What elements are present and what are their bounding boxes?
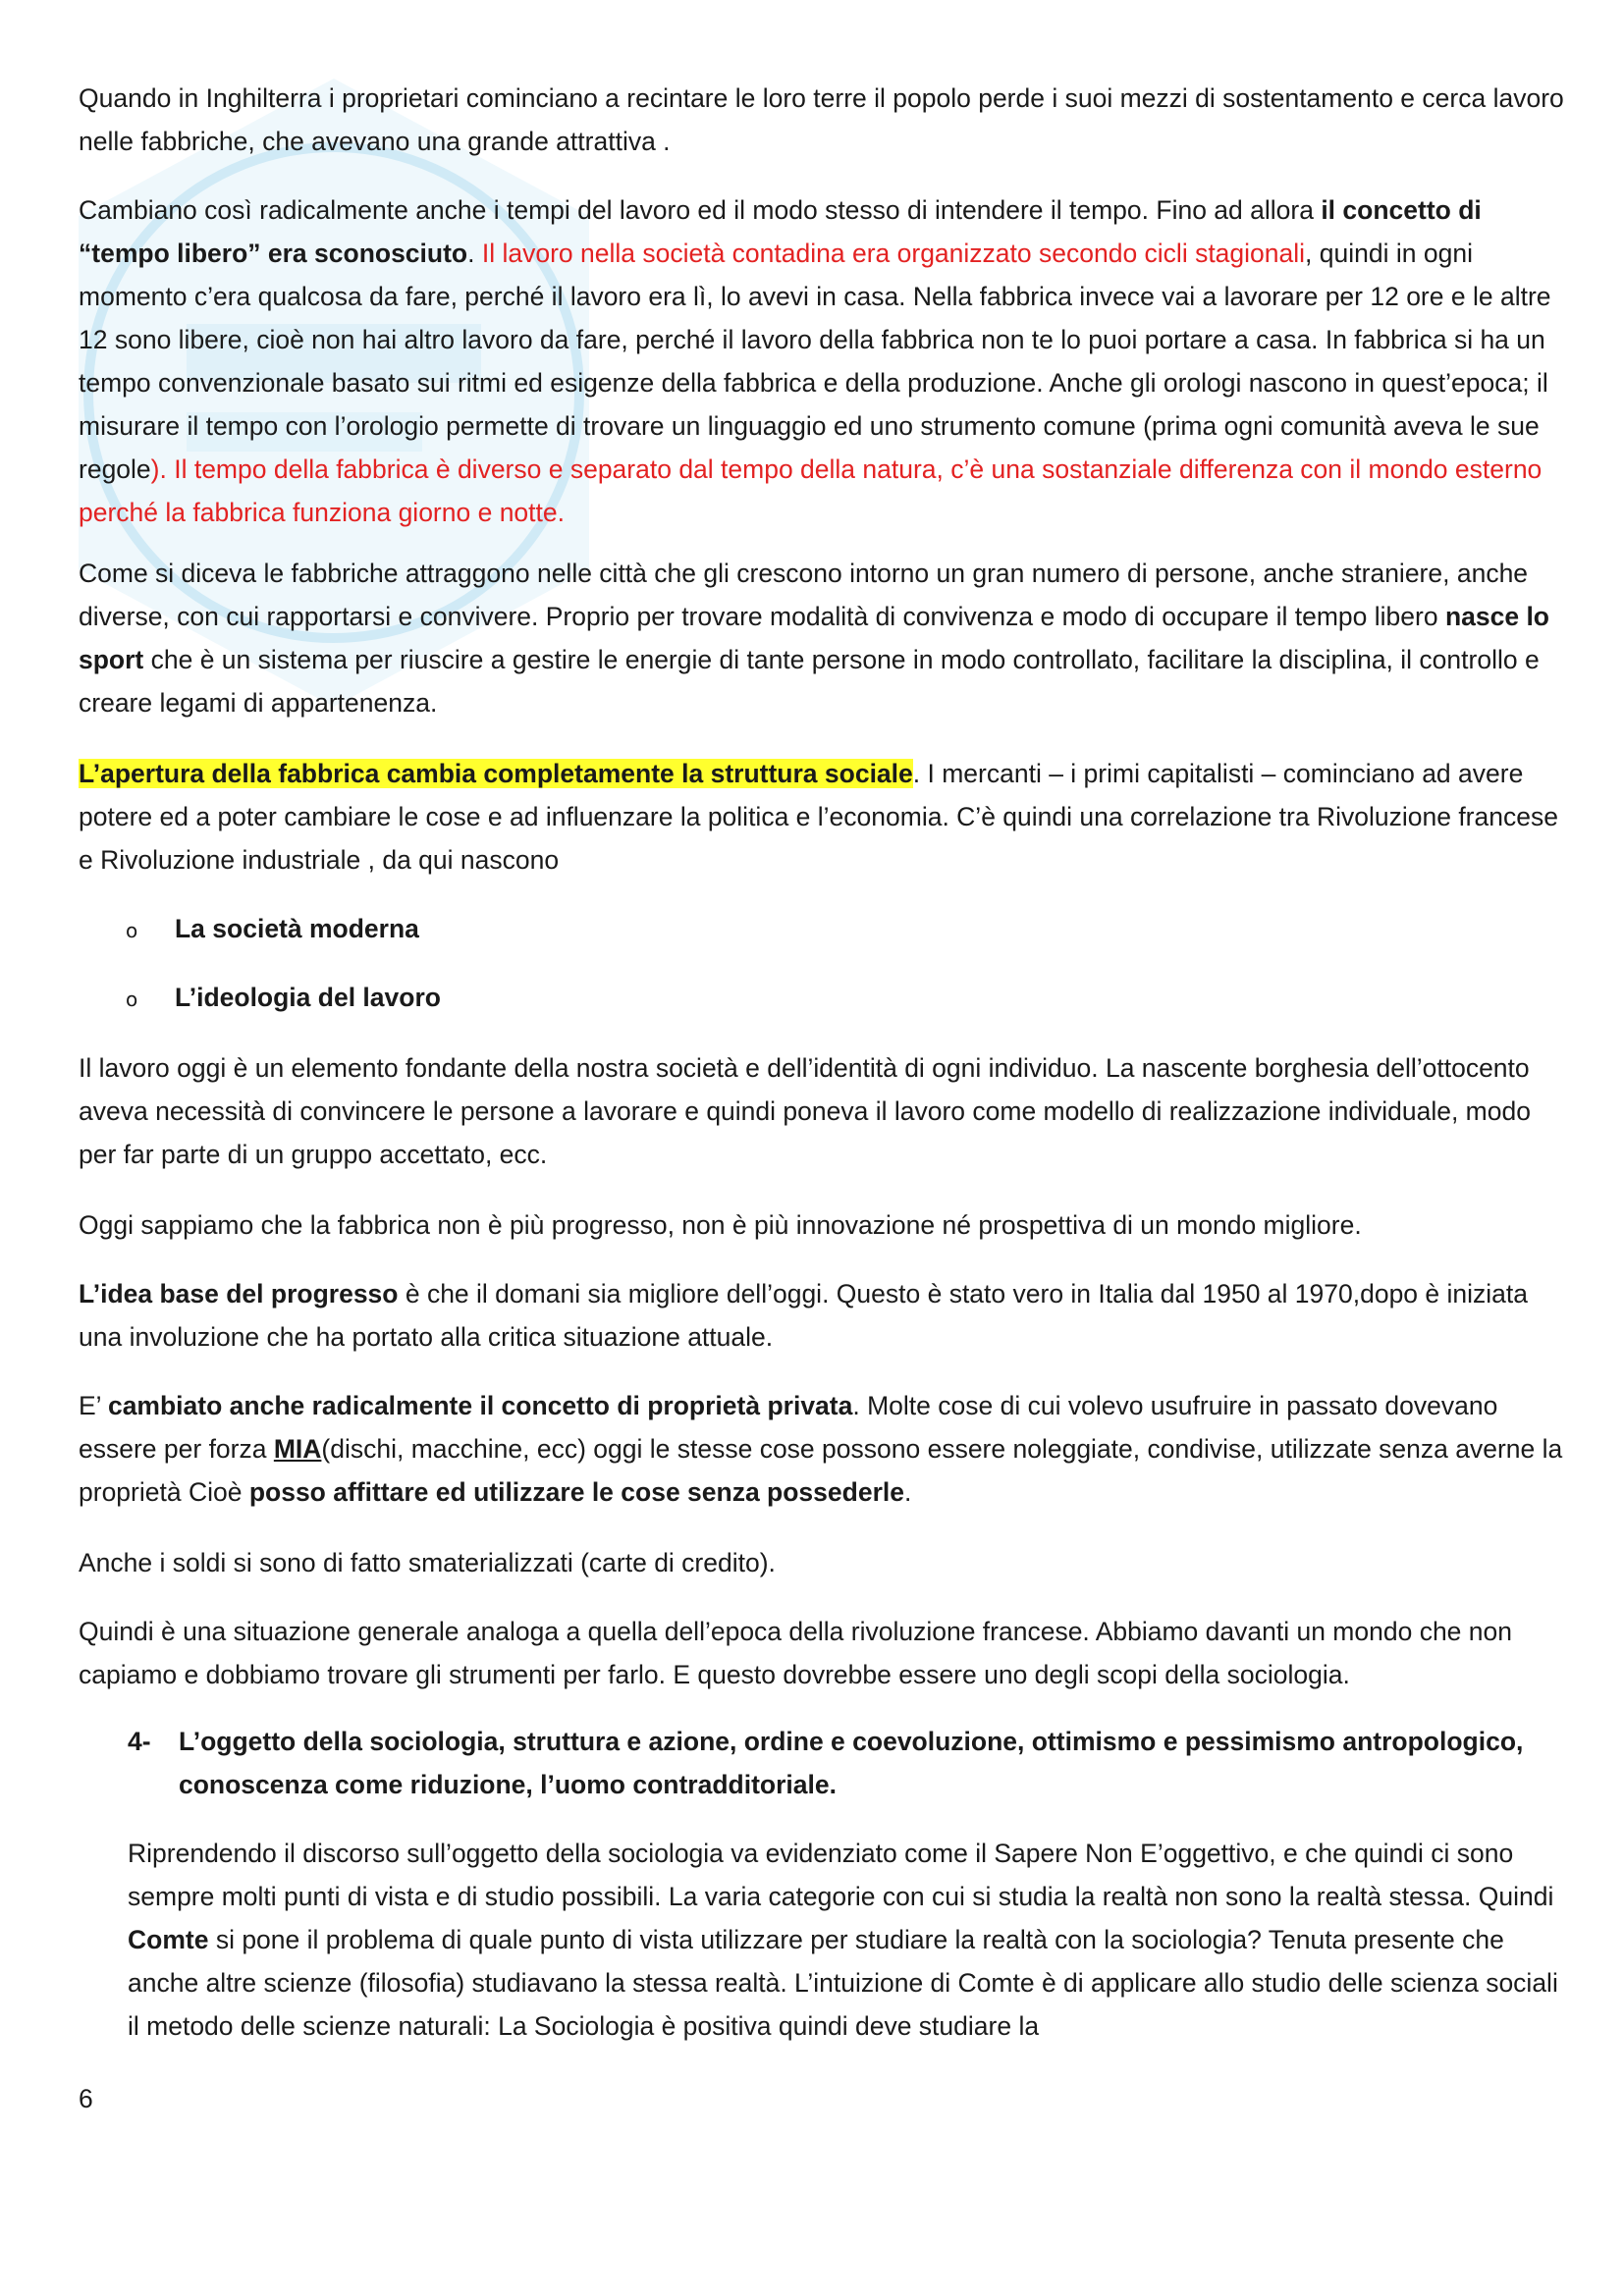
p7-text-b: è che il domani sia migliore dell’oggi. Questo è stato vero in Italia dal 1950 al 1970,dopo è iniziata una involuzione che ha portato alla critica situazione attuale. xyxy=(79,1279,1528,1352)
p8-text-e: (dischi, macchine, ecc) oggi le stesse cose possono essere noleggiate, condivise, utilizzate senza averne la proprietà Cioè xyxy=(79,1434,1563,1507)
paragraph-6: Oggi sappiamo che la fabbrica non è più progresso, non è più innovazione né prospettiva di un mondo migliore. xyxy=(79,1210,1362,1240)
p2-bold-tempo-libero: il concetto di “tempo libero” era sconosciuto xyxy=(79,195,1482,268)
p2-red-tempo-fabbrica: ). Il tempo della fabbrica è diverso e separato dal tempo della natura, c’è una sostanziale differenza con il mondo esterno perché la fabbrica funziona giorno e notte. xyxy=(79,454,1543,527)
page-number: 6 xyxy=(79,2084,93,2113)
paragraph-9: Anche i soldi si sono di fatto smaterializzati (carte di credito). xyxy=(79,1548,776,1577)
paragraph-5: Il lavoro oggi è un elemento fondante della nostra società e dell’identità di ogni individuo. La nascente borghesia dell’ottocento aveva necessità di convincere le persone a lavorare e quindi poneva il lavoro come modello di realizzazione individuale, modo per far parte di un gruppo accettato, ecc. xyxy=(79,1053,1531,1169)
p2-text-a: Cambiano così radicalmente anche i tempi del lavoro ed il modo stesso di intendere il tempo. Fino ad allora xyxy=(79,195,1322,225)
bullet-marker-1: o xyxy=(126,919,138,942)
p8-text-g: . xyxy=(904,1477,912,1507)
p11-text-a: Riprendendo il discorso sull’oggetto della sociologia va evidenziato come il Sapere Non E’oggettivo, e che quindi ci sono sempre molti punti di vista e di studio possibili. La varia categorie con cui si studia la realtà non sono la realtà stessa. Quindi xyxy=(128,1839,1554,1911)
p4-highlight-struttura-sociale: L’apertura della fabbrica cambia completamente la struttura sociale xyxy=(79,759,913,788)
p3-text-c: che è un sistema per riuscire a gestire le energie di tante persone in modo controllato, facilitare la disciplina, il controllo e creare legami di appartenenza. xyxy=(79,645,1540,718)
paragraph-2 xyxy=(79,188,1571,534)
p8-text-a: E’ xyxy=(79,1391,108,1420)
p7-bold-idea-progresso: L’idea base del progresso xyxy=(79,1279,399,1308)
p2-text-c: . xyxy=(467,239,482,268)
bullet-item-1: La società moderna xyxy=(175,914,419,943)
p3-text-a: Come si diceva le fabbriche attraggono nelle città che gli crescono intorno un gran numero di persone, anche straniere, anche diverse, con cui rapportarsi e convivere. Proprio per trovare modalità di convivenza e modo di occupare il tempo libero xyxy=(79,559,1529,631)
paragraph-10: Quindi è una situazione generale analoga a quella dell’epoca della rivoluzione francese. Abbiamo davanti un mondo che non capiamo e dobbiamo trovare gli strumenti per farlo. E questo dovrebbe essere uno degli scopi della sociologia. xyxy=(79,1617,1512,1689)
p8-underline-mia: MIA xyxy=(273,1434,322,1464)
p8-text-c: . Molte cose di cui volevo usufruire in passato dovevano essere per forza xyxy=(79,1391,1498,1464)
paragraph-7 xyxy=(79,1272,1571,1359)
p11-bold-comte: Comte xyxy=(128,1925,209,1954)
section-heading-4 xyxy=(128,1720,1581,1806)
p2-text-e: , quindi in ogni momento c’era qualcosa da fare, perché il lavoro era lì, lo avevi in casa. Nella fabbrica invece vai a lavorare per 12 ore e le altre 12 sono libere, cioè non hai altro lavoro da fare, perché il lavoro della fabbrica non te lo puoi portare a casa. In fabbrica si ha un tempo convenzionale basato sui ritmi ed esigenze della fabbrica e della produzione. Anche gli orologi nascono in quest’epoca; il misurare il tempo con l’orologio permette di trovare un linguaggio ed uno strumento comune (prima ogni comunità aveva le sue regole xyxy=(79,239,1551,484)
p4-text-b: . I mercanti – i primi capitalisti – cominciano ad avere potere ed a poter cambiare le cose e ad influenzare la politica e l’economia. C’è quindi una correlazione tra Rivoluzione francese e Rivoluzione industriale , da qui nascono xyxy=(79,759,1558,875)
paragraph-3 xyxy=(79,552,1571,724)
paragraph-8 xyxy=(79,1384,1571,1514)
paragraph-11 xyxy=(128,1832,1571,2048)
section-heading-number: 4- xyxy=(128,1727,151,1756)
paragraph-4 xyxy=(79,752,1571,881)
section-heading-text: L’oggetto della sociologia, struttura e azione, ordine e coevoluzione, ottimismo e pessimismo antropologico, conoscenza come riduzione, l’uomo contradditoriale. xyxy=(179,1727,1524,1799)
p8-bold-proprieta-privata: cambiato anche radicalmente il concetto di proprietà privata xyxy=(107,1391,853,1420)
bullet-item-2: L’ideologia del lavoro xyxy=(175,983,441,1012)
p3-bold-sport: nasce lo sport xyxy=(79,602,1549,674)
paragraph-1: Quando in Inghilterra i proprietari cominciano a recintare le loro terre il popolo perde i suoi mezzi di sostentamento e cerca lavoro nelle fabbriche, che avevano una grande attrattiva . xyxy=(79,83,1564,156)
p8-bold-affittare: posso affittare ed utilizzare le cose senza possederle xyxy=(248,1477,904,1507)
p2-red-cicli-stagionali: Il lavoro nella società contadina era organizzato secondo cicli stagionali xyxy=(481,239,1306,268)
bullet-marker-2: o xyxy=(126,988,138,1011)
p11-text-c: si pone il problema di quale punto di vista utilizzare per studiare la realtà con la sociologia? Tenuta presente che anche altre scienze (filosofia) studiavano la stessa realtà. L’intuizione di Comte è di applicare allo studio delle scienza sociali il metodo delle scienze naturali: La Sociologia è positiva quindi deve studiare la xyxy=(128,1925,1558,2041)
